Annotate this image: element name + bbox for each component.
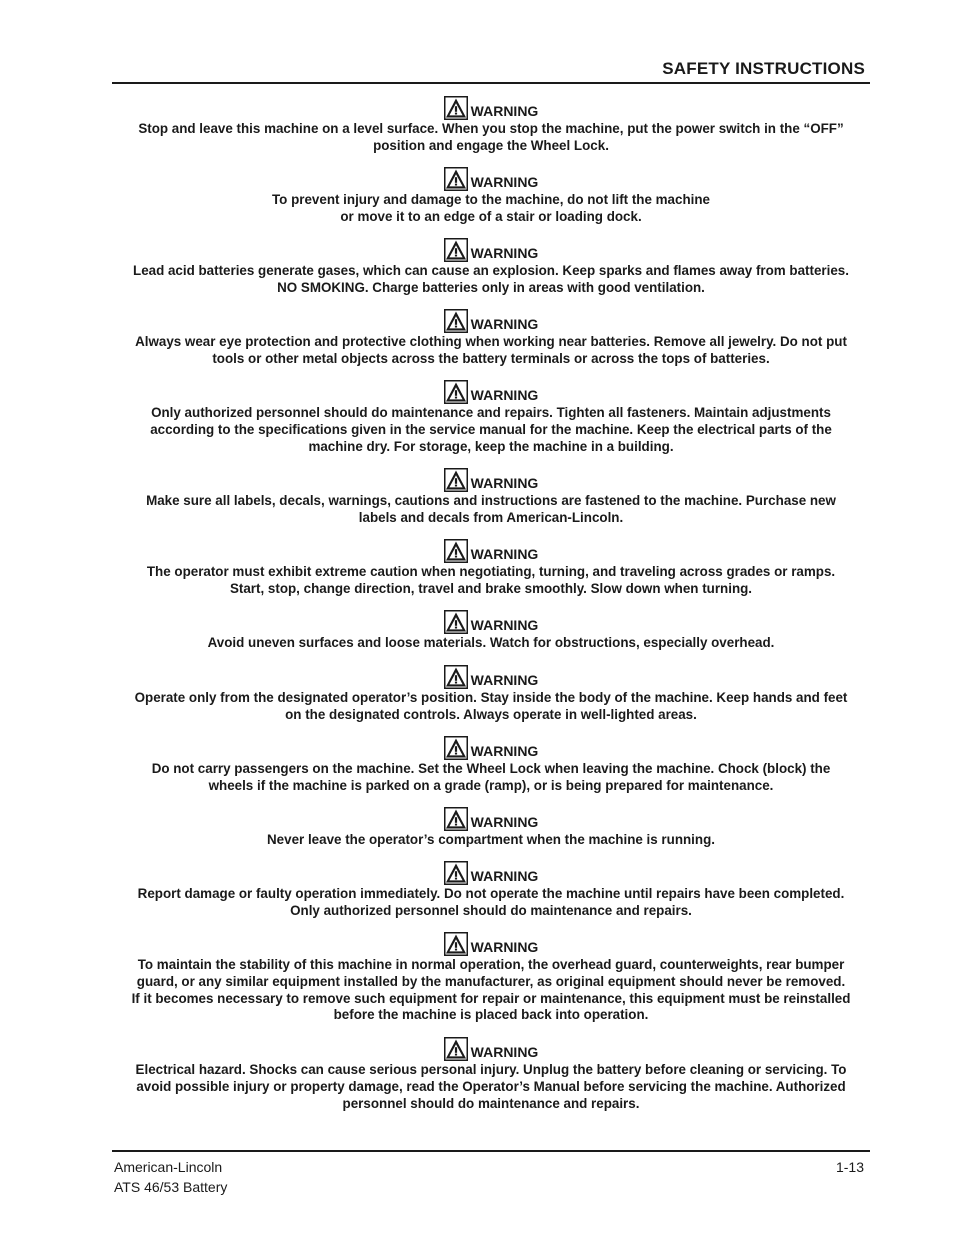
- warning-heading: [112, 806, 870, 832]
- warning-text-line: Stop and leave this machine on a level surface. When you stop the machine, put the power switch in the “OFF”: [138, 121, 844, 136]
- warning-heading: [112, 308, 870, 334]
- warning-text-line: Report damage or faulty operation immediately. Do not operate the machine until repairs have been completed.: [137, 886, 845, 901]
- warning-label: WARNING: [470, 938, 539, 955]
- warning-triangle-icon: [444, 665, 468, 689]
- warning-label: WARNING: [470, 867, 539, 884]
- warning-text-line: Never leave the operator’s compartment when the machine is running.: [267, 832, 715, 847]
- warning-heading: [112, 735, 870, 761]
- warning-heading: [112, 664, 870, 690]
- warning-block: [112, 1036, 870, 1112]
- warning-label: WARNING: [470, 1043, 539, 1060]
- warning-heading: [112, 379, 870, 405]
- warning-block: [112, 308, 870, 368]
- warning-triangle-icon: [444, 736, 468, 760]
- warning-block: [112, 860, 870, 920]
- warning-text-line: on the designated controls. Always operate in well-lighted areas.: [285, 706, 697, 722]
- warning-label: WARNING: [470, 173, 539, 190]
- warning-text-line: Electrical hazard. Shocks can cause serious personal injury. Unplug the battery before cleaning or servicing. To: [135, 1062, 847, 1077]
- warning-block: [112, 806, 870, 849]
- warning-block: [112, 664, 870, 724]
- warning-block: [112, 609, 870, 652]
- warning-label: WARNING: [470, 742, 539, 759]
- warning-triangle-icon: [444, 861, 468, 885]
- warning-text-line: Avoid uneven surfaces and loose materials. Watch for obstructions, especially overhead.: [207, 635, 775, 650]
- warning-label: WARNING: [470, 474, 539, 491]
- warning-heading: [112, 166, 870, 192]
- warning-block: [112, 166, 870, 226]
- section-title: SAFETY INSTRUCTIONS: [662, 59, 865, 78]
- warning-triangle-icon: [444, 380, 468, 404]
- warning-text-line: guard, or any similar equipment installed by the manufacturer, as original equipment should never be removed.: [136, 973, 846, 989]
- warning-text-line: personnel should do maintenance and repairs.: [342, 1095, 640, 1111]
- warning-triangle-icon: [444, 238, 468, 262]
- footer-left: [114, 1157, 227, 1197]
- warning-label: WARNING: [470, 386, 539, 403]
- warning-label: WARNING: [470, 315, 539, 332]
- warning-text-line: If it becomes necessary to remove such equipment for repair or maintenance, this equipment must be reinstalled: [131, 990, 851, 1006]
- warning-block: [112, 931, 870, 1024]
- warning-text-line: The operator must exhibit extreme caution when negotiating, turning, and traveling across grades or ramps.: [146, 564, 836, 579]
- warning-text-line: Do not carry passengers on the machine. Set the Wheel Lock when leaving the machine. Chock (block) the: [151, 761, 831, 776]
- footer-company: American-Lincoln: [114, 1159, 223, 1175]
- warning-block: [112, 735, 870, 795]
- warning-heading: [112, 237, 870, 263]
- warning-heading: [112, 538, 870, 564]
- footer-page-number: 1-13: [835, 1159, 864, 1175]
- warning-text-line: labels and decals from American-Lincoln.: [358, 509, 624, 525]
- warning-text-line: machine dry. For storage, keep the machine in a building.: [308, 438, 674, 454]
- warning-block: [112, 538, 870, 598]
- warning-triangle-icon: [444, 167, 468, 191]
- warning-triangle-icon: [444, 610, 468, 634]
- warning-text-line: or move it to an edge of a stair or loading dock.: [340, 208, 642, 224]
- warning-text-line: Start, stop, change direction, travel and brake smoothly. Slow down when turning.: [229, 580, 753, 596]
- warning-triangle-icon: [444, 932, 468, 956]
- warning-text-line: Only authorized personnel should do maintenance and repairs.: [290, 902, 692, 918]
- warning-text-line: Only authorized personnel should do maintenance and repairs. Tighten all fasteners. Maintain adjustments: [151, 405, 831, 420]
- warning-triangle-icon: [444, 1037, 468, 1061]
- warning-text-line: tools or other metal objects across the battery terminals or across the tops of batteries.: [212, 350, 770, 366]
- warning-text-line: according to the specifications given in the service manual for the machine. Keep the electrical parts of the: [150, 421, 832, 437]
- warning-triangle-icon: [444, 309, 468, 333]
- warning-text-line: avoid possible injury or property damage, read the Operator’s Manual before servicing the machine. Authorized: [136, 1078, 846, 1094]
- warning-text-line: before the machine is placed back into operation.: [333, 1007, 649, 1023]
- warning-triangle-icon: [444, 807, 468, 831]
- warning-text-line: To maintain the stability of this machine in normal operation, the overhead guard, counterweights, rear bumper: [137, 957, 845, 972]
- warning-label: WARNING: [470, 813, 539, 830]
- warning-heading: [112, 95, 870, 121]
- warning-heading: [112, 1036, 870, 1062]
- footer-model: ATS 46/53 Battery: [114, 1179, 228, 1195]
- warning-text-line: To prevent injury and damage to the machine, do not lift the machine: [272, 192, 710, 207]
- warning-block: [112, 379, 870, 455]
- warning-text-line: Make sure all labels, decals, warnings, cautions and instructions are fastened to the machine. Purchase new: [146, 493, 836, 508]
- warning-text-line: position and engage the Wheel Lock.: [373, 137, 609, 153]
- warning-label: WARNING: [470, 102, 539, 119]
- warning-triangle-icon: [444, 539, 468, 563]
- warning-text-line: Operate only from the designated operator’s position. Stay inside the body of the machine. Keep hands and feet: [134, 690, 848, 705]
- footer-rule: [112, 1150, 870, 1152]
- warning-block: [112, 95, 870, 155]
- warning-heading: [112, 609, 870, 635]
- warning-text-line: Always wear eye protection and protective clothing when working near batteries. Remove all jewelry. Do not put: [135, 334, 847, 349]
- warning-heading: [112, 467, 870, 493]
- warning-text-line: Lead acid batteries generate gases, which can cause an explosion. Keep sparks and flames away from batteries.: [133, 263, 849, 278]
- warning-triangle-icon: [444, 96, 468, 120]
- warning-text-line: NO SMOKING. Charge batteries only in areas with good ventilation.: [277, 279, 705, 295]
- warning-triangle-icon: [444, 468, 468, 492]
- warning-label: WARNING: [470, 671, 539, 688]
- warning-label: WARNING: [470, 545, 539, 562]
- header-rule: [112, 82, 870, 84]
- warning-label: WARNING: [470, 616, 539, 633]
- warning-block: [112, 237, 870, 297]
- warning-block: [112, 467, 870, 527]
- warning-heading: [112, 931, 870, 957]
- warning-heading: [112, 860, 870, 886]
- warning-label: WARNING: [470, 244, 539, 261]
- warning-text-line: wheels if the machine is parked on a grade (ramp), or is being prepared for maintenance.: [208, 777, 774, 793]
